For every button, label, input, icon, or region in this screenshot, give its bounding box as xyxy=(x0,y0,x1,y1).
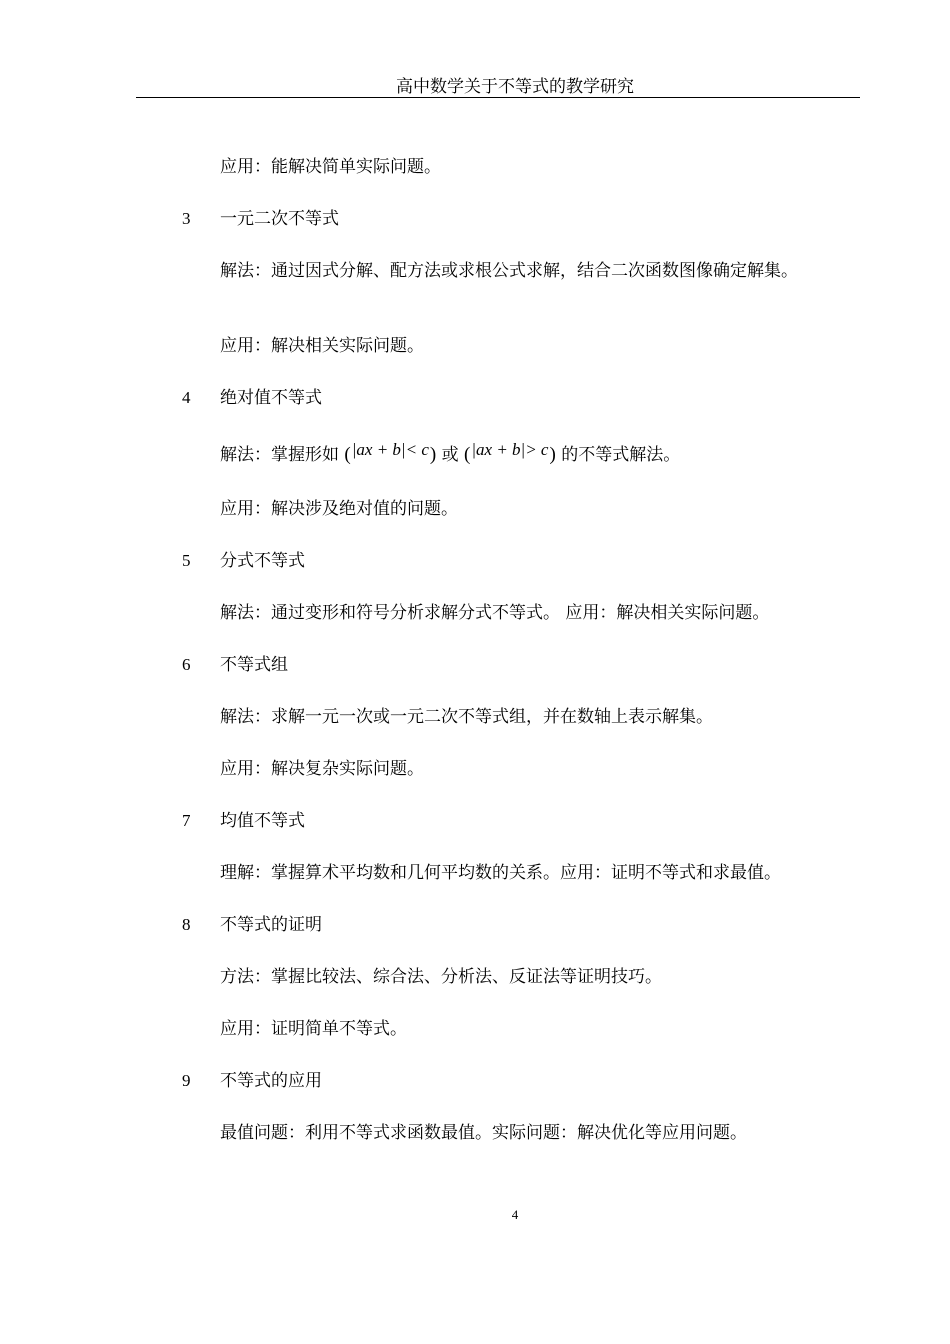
item-heading-fractional: 分式不等式 xyxy=(220,551,305,571)
absolute-method-suffix: 的不等式解法。 xyxy=(561,445,681,465)
paragraph-proof-apply: 应用：证明简单不等式。 xyxy=(220,1019,407,1039)
paragraph-fractional: 解法：通过变形和符号分析求解分式不等式。 应用：解决相关实际问题。 xyxy=(220,603,770,623)
item-heading-system: 不等式组 xyxy=(220,655,288,675)
open-paren: ( xyxy=(344,444,351,465)
item-heading-application: 不等式的应用 xyxy=(220,1071,322,1091)
paragraph-system-apply: 应用：解决复杂实际问题。 xyxy=(220,759,424,779)
open-paren: ( xyxy=(464,444,471,465)
absolute-method-prefix: 解法：掌握形如 xyxy=(220,445,339,465)
formula-abs-greater: |ax + b|> c xyxy=(471,440,549,459)
formula-abs-less: |ax + b|< c xyxy=(351,440,429,459)
item-heading-absolute: 绝对值不等式 xyxy=(220,388,322,408)
paragraph-apply-simple: 应用：能解决简单实际问题。 xyxy=(220,157,441,177)
running-header-title: 高中数学关于不等式的教学研究 xyxy=(396,77,634,97)
paragraph-proof-method: 方法：掌握比较法、综合法、分析法、反证法等证明技巧。 xyxy=(220,967,662,987)
item-number-8: 8 xyxy=(182,915,191,934)
item-heading-mean: 均值不等式 xyxy=(220,811,305,831)
header-rule xyxy=(136,97,860,98)
paragraph-absolute-apply: 应用：解决涉及绝对值的问题。 xyxy=(220,499,458,519)
page-number: 4 xyxy=(511,1207,519,1222)
paragraph-absolute-method xyxy=(220,440,681,467)
paragraph-application: 最值问题：利用不等式求函数最值。实际问题：解决优化等应用问题。 xyxy=(220,1123,747,1143)
paragraph-system-method: 解法：求解一元一次或一元二次不等式组，并在数轴上表示解集。 xyxy=(220,707,713,727)
item-heading-quadratic: 一元二次不等式 xyxy=(220,209,339,229)
item-number-3: 3 xyxy=(182,209,191,228)
item-number-6: 6 xyxy=(182,655,191,674)
item-number-5: 5 xyxy=(182,551,191,570)
close-paren: ) xyxy=(429,444,437,465)
absolute-method-or: 或 xyxy=(441,445,459,465)
item-number-7: 7 xyxy=(182,811,191,830)
item-number-4: 4 xyxy=(182,388,191,407)
paragraph-quadratic-apply: 应用：解决相关实际问题。 xyxy=(220,336,424,356)
paragraph-quadratic-method: 解法：通过因式分解、配方法或求根公式求解，结合二次函数图像确定解集。 xyxy=(220,261,798,281)
item-number-9: 9 xyxy=(182,1071,191,1090)
paragraph-mean: 理解：掌握算术平均数和几何平均数的关系。应用：证明不等式和求最值。 xyxy=(220,863,781,883)
item-heading-proof: 不等式的证明 xyxy=(220,915,322,935)
close-paren: ) xyxy=(549,444,556,465)
